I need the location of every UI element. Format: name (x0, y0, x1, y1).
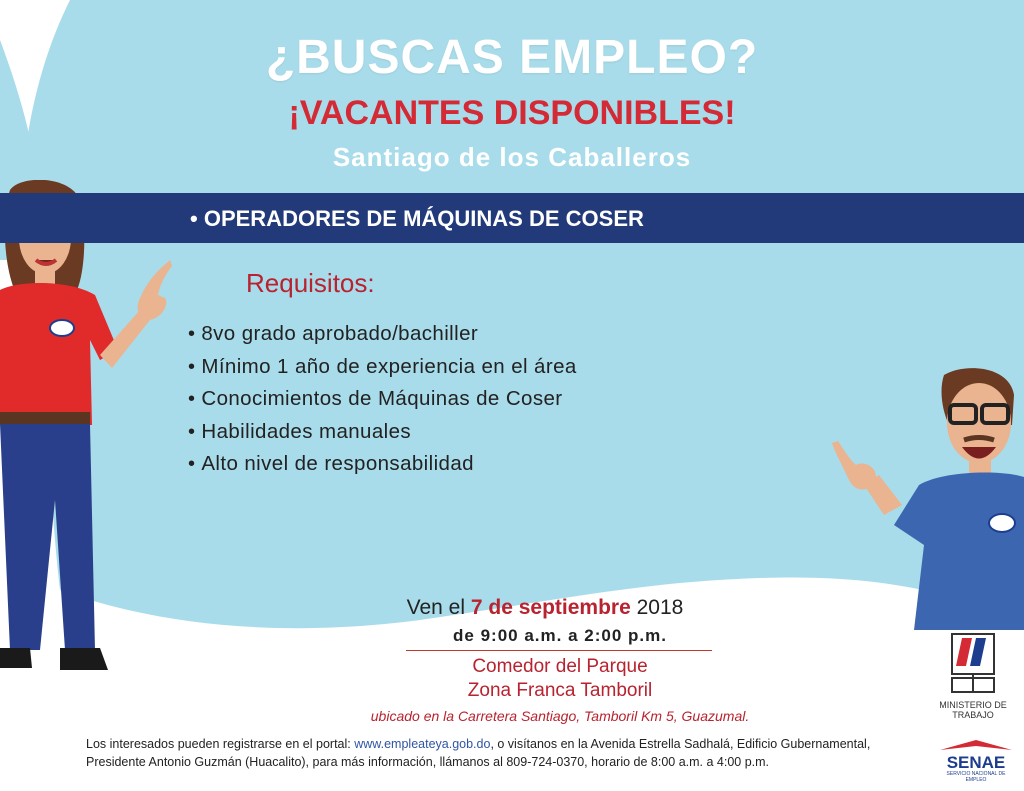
requirement-item: • Habilidades manuales (188, 416, 577, 449)
requirement-item: • Alto nivel de responsabilidad (188, 448, 577, 481)
senae-logo-icon (936, 740, 1016, 772)
footer-text (86, 735, 916, 771)
man-character-icon (824, 365, 1024, 635)
footer-text-before: Los interesados pueden registrarse en el portal: (86, 737, 355, 751)
page-title: ¿BUSCAS EMPLEO? (265, 31, 759, 84)
requirement-item: • Conocimientos de Máquinas de Coser (188, 383, 577, 416)
job-title (190, 206, 644, 232)
ven-prefix: Ven el (406, 596, 466, 619)
event-location: ubicado en la Carretera Santiago, Tamboril Km 5, Guazumal. (370, 708, 750, 724)
city-label: Santiago de los Caballeros (332, 142, 692, 172)
requirement-item: • Mínimo 1 año de experiencia en el área (188, 351, 577, 384)
senae-subtitle: SERVICIO NACIONAL DE EMPLEO (946, 771, 1006, 783)
vacancies-subtitle: ¡VACANTES DISPONIBLES! (288, 94, 736, 132)
requirements-heading: Requisitos: (246, 268, 375, 298)
divider (406, 650, 712, 651)
job-title-text: OPERADORES DE MÁQUINAS DE COSER (203, 206, 644, 231)
footer-text-after: , o visítanos en la Avenida Estrella Sadhalá, Edificio Gubernamental, Presidente Antonio Guzmán (Huacalito), para más información, llámanos al 809-724-0370, horario de 8:00 a.m. a 4:00 p.m. (86, 737, 871, 769)
requirements-list (188, 318, 577, 481)
job-bullet: • (190, 206, 198, 231)
event-date: 7 de septiembre (470, 596, 631, 619)
event-hours: de 9:00 a.m. a 2:00 p.m. (453, 626, 667, 645)
event-year: 2018 (636, 596, 684, 619)
requirement-item: • 8vo grado aprobado/bachiller (188, 318, 577, 351)
ministerio-label: MINISTERIO DE TRABAJO (939, 700, 1007, 720)
event-place-line2: Zona Franca Tamboril (467, 680, 653, 701)
portal-link[interactable]: www.empleateya.gob.do (354, 737, 491, 751)
ministerio-logo-icon (938, 630, 1008, 700)
event-place-line1: Comedor del Parque (472, 656, 648, 677)
senae-wordmark: SENAE (946, 753, 1006, 772)
event-date-line (0, 596, 1024, 620)
